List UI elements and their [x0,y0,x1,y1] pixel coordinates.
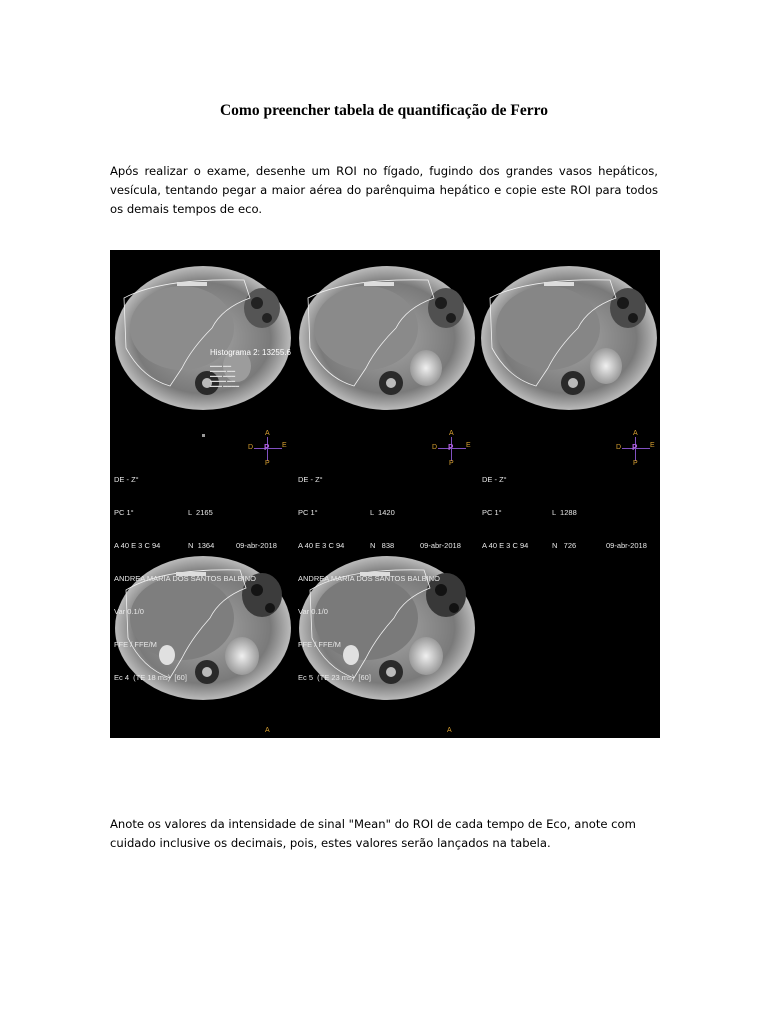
page-title: Como preencher tabela de quantificação de Ferro [219,102,549,119]
roi-stats-block: ▬▬▬ ▬▬ ▬▬▬▬ ▬▬ ▬▬▬ ▬▬▬ ▬▬▬▬ ▬▬ ▬▬▬ ▬▬▬▬ [210,363,240,388]
mri-slice-echo-3 [478,258,660,413]
scan-info-1: DE - Z° PC 1° L 2165 A 40 E 3 C 94 N 1364 09-abr-2018 ANDREA MARIA DOS SANTOS BALBINO Var 0.1/0 FFE / FFE/M Ec 4 (TE 18 ms) [60] [114,475,277,682]
mri-slice-echo-1 [112,258,294,413]
instruction-paragraph-1: Após realizar o exame, desenhe um ROI no fígado, fugindo dos grandes vasos hepáticos, vesícula, tentando pegar a maior aérea do parênquima hepático e copie este ROI para todos os demais tempos de eco. [110,163,658,216]
bottom-marker-1: A [265,727,270,734]
scan-info-2: DE - Z° PC 1° L 1420 A 40 E 3 C 94 N 838 09-abr-2018 ANDREA MARIA DOS SANTOS BALBINO Var 0.1/0 FFE / FFE/M Ec 5 (TE 23 ms) [60] [298,475,461,682]
orientation-marker-3: A D P E P [616,430,655,467]
instruction-paragraph-2: Anote os valores da intensidade de sinal "Mean" do ROI de cada tempo de Eco, anote com cuidado inclusive os decimais, pois, estes valores serão lançados na tabela. [110,816,636,850]
mri-slice-echo-2 [296,258,478,413]
mri-figure [110,250,660,738]
histogram-label: Histograma 2: 13255.6 [210,348,291,357]
orientation-marker-2: A D P E P [432,430,471,467]
bottom-marker-2: A [447,727,452,734]
roi-marker-dot [202,434,205,437]
orientation-marker-1: A D P E P [248,430,287,467]
scan-info-3: DE - Z° PC 1° L 1288 A 40 E 3 C 94 N 726 09-abr-2018 [482,475,647,550]
